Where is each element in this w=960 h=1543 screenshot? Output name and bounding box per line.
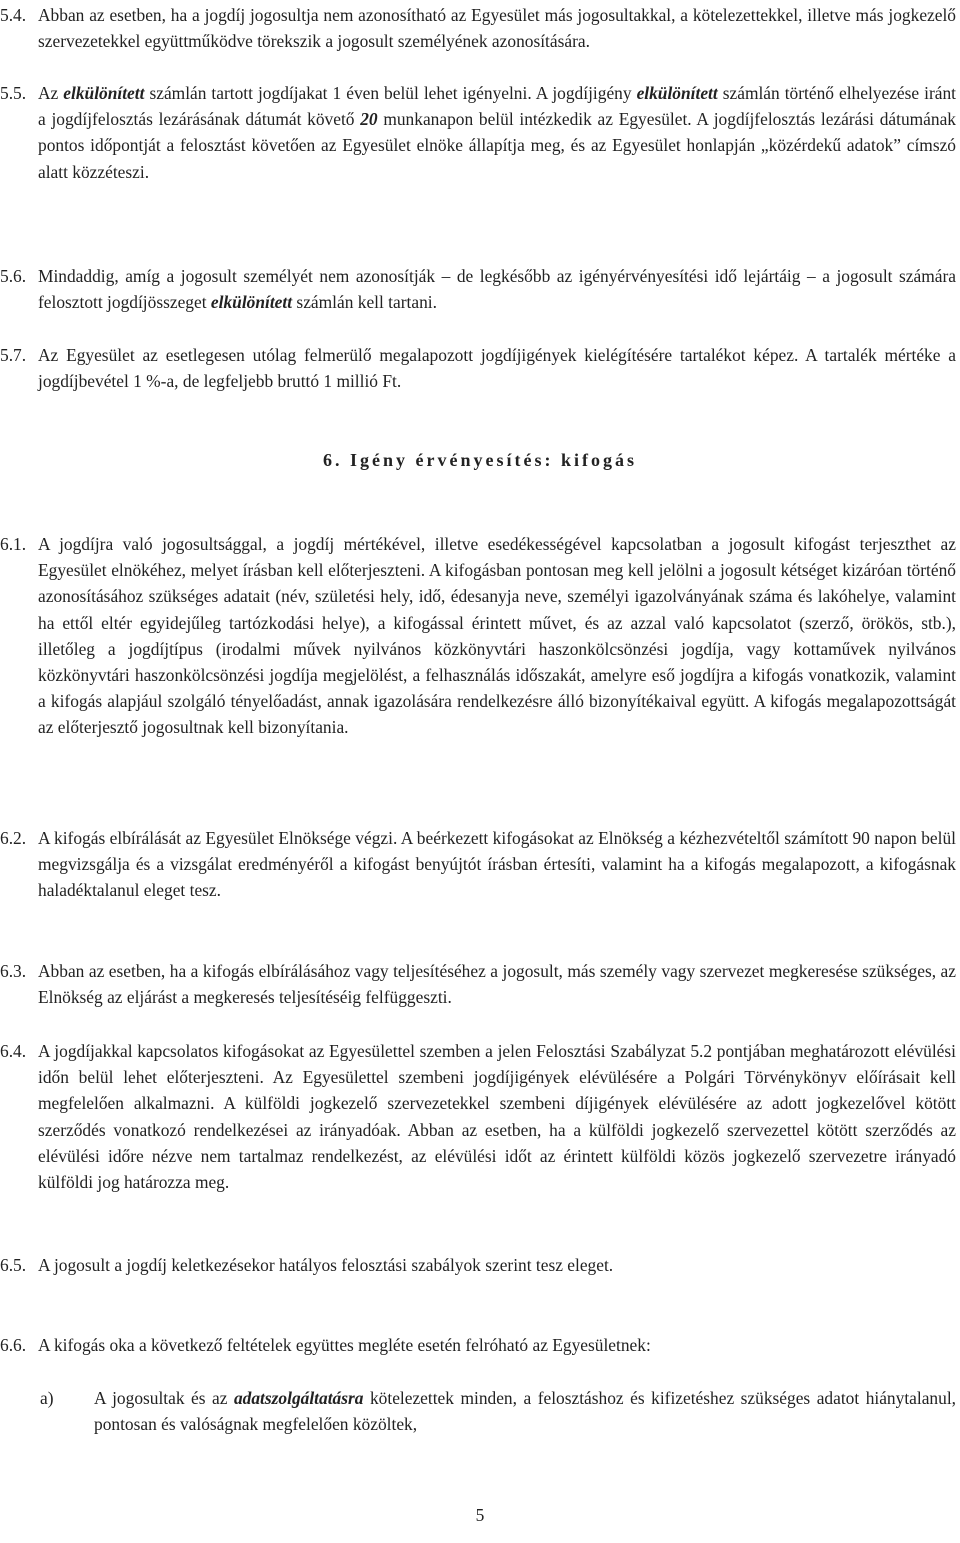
paragraph-text [38, 531, 956, 741]
paragraph-6-4 [0, 1038, 956, 1195]
text-segment: A kifogás elbírálását az Egyesület Elnöksége végzi. A beérkezett kifogásokat az Elnökség a kézhezvételtől számított 90 napon belül megvizsgálja és a vizsgálat eredményéről a kifogást benyújtót írásban értesíti, valamint ha a kifogás megalapozott, a kifogásnak haladéktalanul eleget tesz. [38, 828, 956, 901]
paragraph-5-5 [0, 80, 956, 185]
list-item-a [40, 1385, 956, 1437]
paragraph-text [38, 80, 956, 185]
emphasized-text: elkülönített [63, 83, 145, 103]
paragraph-6-5 [0, 1252, 956, 1278]
paragraph-number: 5.7. [0, 345, 27, 365]
text-segment: Az Egyesület az esetlegesen utólag felmerülő megalapozott jogdíjigények kielégítésére tartalékot képez. A tartalék mértéke a jogdíjbevétel 1 %-a, de legfeljebb bruttó 1 millió Ft. [38, 345, 956, 392]
text-segment: számlán történő elhelyezése iránt a jogdíjfelosztás lezárásának dátumát követő [38, 83, 956, 130]
paragraph-number: 6.2. [0, 828, 27, 848]
paragraph-6-3 [0, 958, 956, 1010]
paragraph-number: 6.3. [0, 961, 27, 981]
paragraph-5-7 [0, 342, 956, 394]
text-segment: számlán kell tartani. [292, 292, 437, 313]
text-segment: Abban az esetben, ha a kifogás elbírálásához vagy teljesítéséhez a jogosult, más személy vagy szervezet megkeresése szükséges, az Elnökség az eljárást a megkeresés teljesítéséig felfüggeszti. [38, 961, 956, 1008]
paragraph-number: 5.6. [0, 266, 27, 286]
text-segment: munkanapon belül intézkedik az Egyesület. A jogdíjfelosztás lezárási dátumának pontos időpontját a felosztást követően az Egyesület elnöke állapítja meg, és az Egyesület honlapján „közérdekű adatok” címszó alatt közzéteszi. [38, 109, 956, 182]
paragraph-number: 5.5. [0, 83, 27, 103]
paragraph-6-1 [0, 531, 956, 741]
text-segment: Mindaddig, amíg a jogosult személyét nem azonosítják – de legkésőbb az igényérvényesítési idő lejártáig – a jogosult számára felosztott jogdíjösszeget [38, 266, 956, 313]
paragraph-text [38, 342, 956, 394]
section-heading: 6. Igény érvényesítés: kifogás [323, 450, 637, 470]
paragraph-6-6 [0, 1332, 956, 1358]
text-segment: A kifogás oka a következő feltételek együttes megléte esetén felróható az Egyesületnek: [38, 1335, 651, 1355]
list-item-text [94, 1385, 956, 1437]
list-item-label: a) [40, 1388, 54, 1408]
text-segment: számlán tartott jogdíjakat 1 éven belül lehet igényelni. A jogdíjigény [144, 83, 637, 103]
paragraph-number: 5.4. [0, 5, 27, 25]
paragraph-number: 6.4. [0, 1041, 27, 1061]
text-segment: A jogdíjakkal kapcsolatos kifogásokat az Egyesülettel szemben a jelen Felosztási Szabályzat 5.2 pontjában meghatározott elévülési időn belül lehet előterjeszteni. Az Egyesülettel szembeni jogdíjigények elévülésére a Polgári Törvénykönyv előírásait kell megfelelően alkalmazni. A külföldi jogkezelő szervezetekkel szembeni díjigények elévülésére az adott jogkezelővel kötött szerződés vonatkozó rendelkezései az irányadóak. Abban az esetben, ha a külföldi jogkezelő szervezettel kötött szerződés az elévülési időre nézve nem tartalmaz rendelkezést, az elévülési időt az érintett külföldi közös jogkezelő szervezetre irányadó külföldi jog határozza meg. [38, 1041, 956, 1193]
paragraph-5-4 [0, 2, 956, 54]
paragraph-number: 6.1. [0, 534, 27, 554]
paragraph-number: 6.5. [0, 1255, 27, 1275]
text-segment: kötelezettek minden, a felosztáshoz és kifizetéshez szükséges adatot hiánytalanul, pontosan és valóságnak megfelelően közöltek, [94, 1388, 956, 1435]
paragraph-text [38, 1252, 956, 1278]
text-segment: Abban az esetben, ha a jogdíj jogosultja nem azonosítható az Egyesület más jogosultakkal, a kötelezettekkel, illetve más jogkezelő szervezetekkel együttműködve törekszik a jogosult személyének azonosítására. [38, 5, 956, 52]
paragraph-text [38, 825, 956, 904]
page-number: 5 [475, 1505, 485, 1525]
text-segment: Az [38, 83, 64, 103]
text-segment: A jogosult a jogdíj keletkezésekor hatályos felosztási szabályok szerint tesz eleget. [38, 1255, 614, 1275]
text-segment: A jogdíjra való jogosultsággal, a jogdíj mértékével, illetve esedékességével kapcsolatban a jogosult kifogást terjeszthet az Egyesület elnökéhez, melyet írásban kell előterjeszteni. A kifogásban pontosan meg kell jelölni a jogosult kétséget kizáróan történő azonosításához szükséges adatait (név, születési hely, idő, édesanyja neve, személyi igazolványának száma és lakóhelye, valamint ha ettől eltér egyidejűleg tartózkodási helye), a kifogással érintett művet, és az azzal való kapcsolatot (szerző, örökös, stb.), illetőleg a jogdíjtípus (irodalmi művek nyilvános közkönyvtári haszonkölcsönzési jogdíja, vagy kottaművek nyilvános közkönyvtári haszonkölcsönzési jogdíja megjelölést, a felhasználás időszakát, amelyre eső jogdíjra a kifogás vonatkozik, valamint a kifogás alapjául szolgáló tényelőadást, annak igazolására rendelkezésre álló bizonyítékaival együtt. A kifogás megalapozottságát az előterjesztő jogosultnak kell bizonyítania. [38, 534, 956, 738]
paragraph-number: 6.6. [0, 1335, 27, 1355]
paragraph-text [38, 1038, 956, 1195]
paragraph-5-6 [0, 263, 956, 315]
emphasized-text: adatszolgáltatásra [233, 1388, 364, 1408]
paragraph-text [38, 263, 956, 315]
paragraph-text [38, 2, 956, 54]
paragraph-6-2 [0, 825, 956, 904]
paragraph-text [38, 958, 956, 1010]
emphasized-text: elkülönített [210, 292, 293, 313]
text-segment: A jogosultak és az [94, 1388, 234, 1408]
emphasized-text: 20 [360, 109, 378, 130]
emphasized-text: elkülönített [636, 83, 718, 103]
paragraph-text [38, 1332, 956, 1358]
